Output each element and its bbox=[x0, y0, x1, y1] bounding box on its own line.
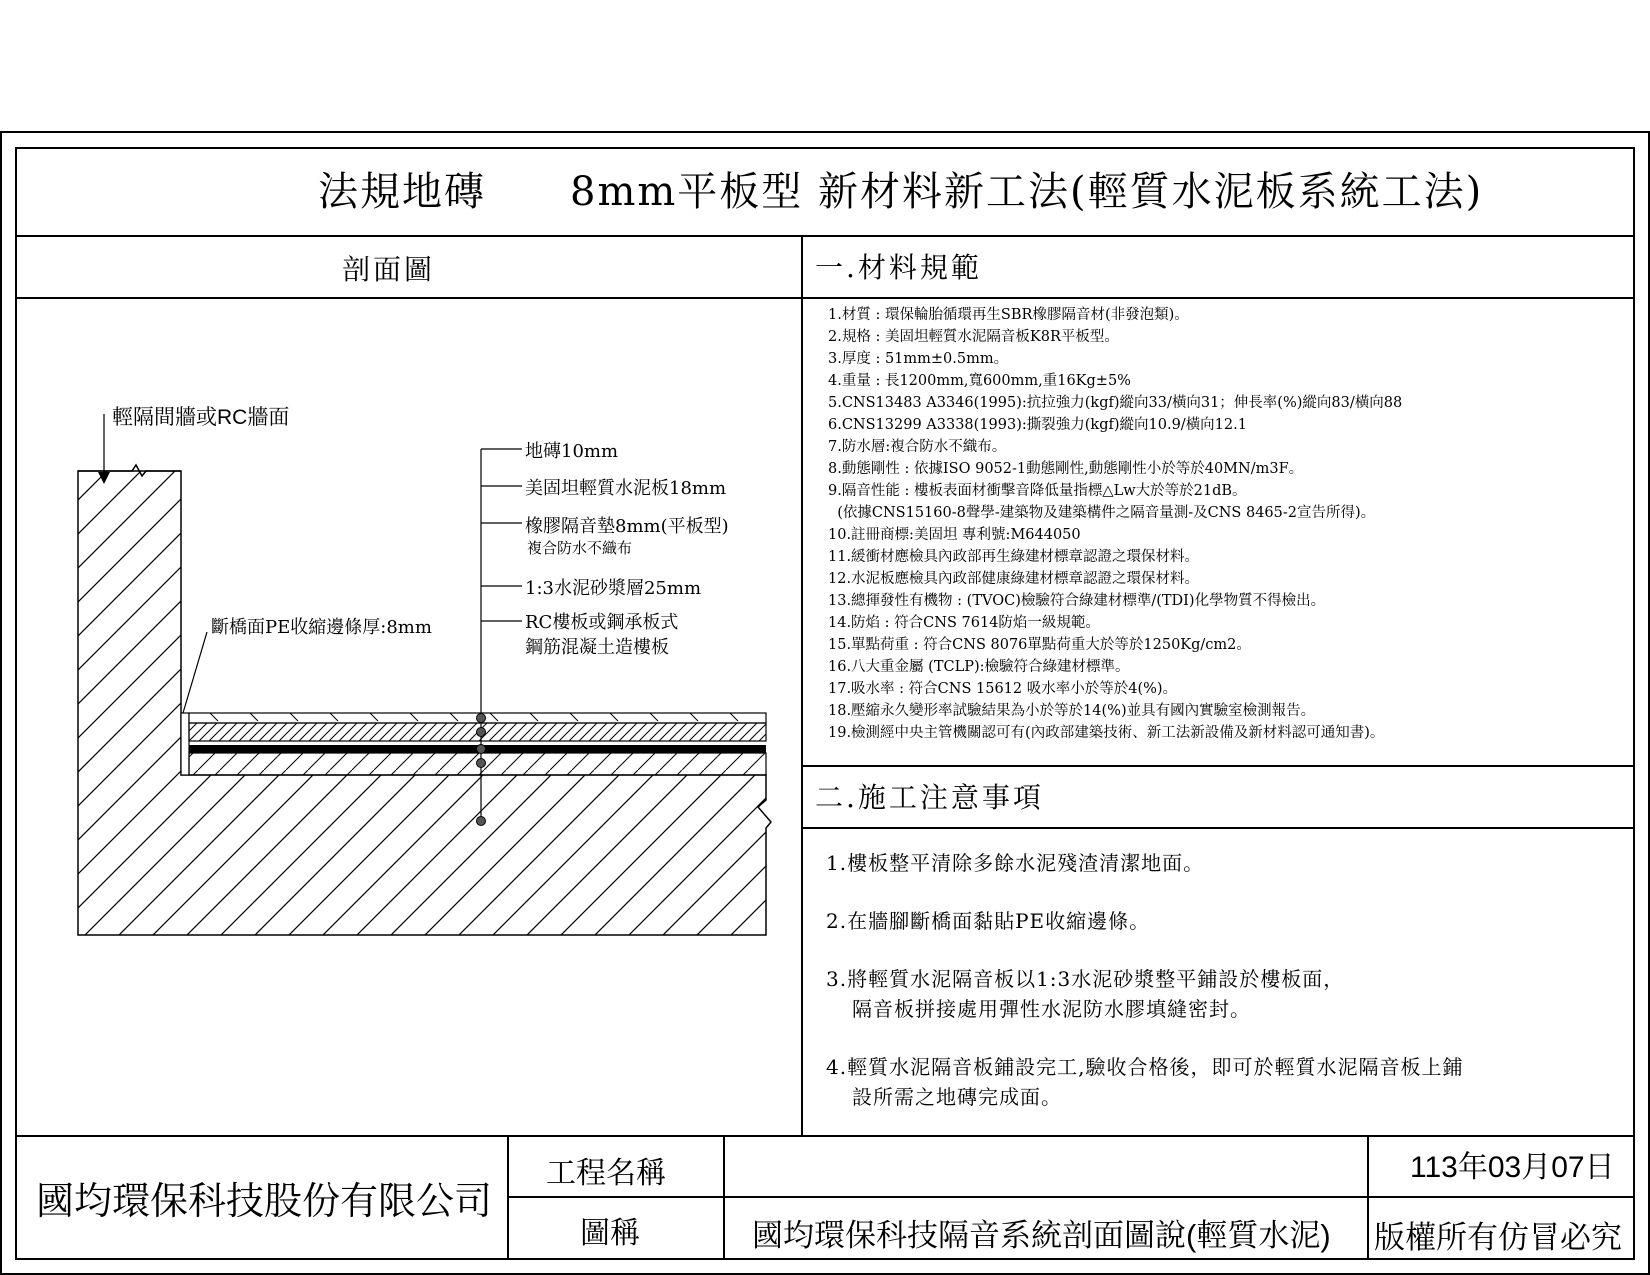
list-item bbox=[826, 906, 1463, 936]
list-item: 8.動態剛性 : 依據ISO 9052-1動態剛性,動態剛性小於等於40MN/m3F。 bbox=[828, 461, 1304, 477]
list-item: 5.CNS13483 A3346(1995):抗拉強力(kgf)縱向33/橫向31；伸長率(%)縱向83/橫向88 bbox=[828, 395, 1403, 411]
edge-strip-label: 斷橋面PE收縮邊條厚:8mm bbox=[211, 617, 432, 638]
list-item: 7.防水層:複合防水不織布。 bbox=[828, 439, 1007, 455]
list-item: 9.隔音性能 : 樓板表面材衝擊音降低量指標△Lw大於等於21dB。 bbox=[828, 483, 1247, 499]
list-item: 6.CNS13299 A3338(1993):撕裂強力(kgf)縱向10.9/橫向12.1 bbox=[828, 417, 1247, 433]
layer-label-slab: RC樓板或鋼承板式 bbox=[525, 612, 679, 633]
list-item: 2.規格 : 美固坦輕質水泥隔音板K8R平板型。 bbox=[828, 329, 1119, 345]
company-name: 國均環保科技股份有限公司 bbox=[36, 1181, 493, 1223]
list-item: 4.重量 : 長1200mm,寬600mm,重16Kg±5% bbox=[828, 373, 1131, 389]
note-line-continued: 設所需之地磚完成面。 bbox=[852, 1085, 1062, 1109]
list-item: 16.八大重金屬 (TCLP):檢驗符合綠建材標準。 bbox=[828, 659, 1130, 675]
date-text: 113年03月07日 bbox=[1410, 1151, 1615, 1184]
wall-label: 輕隔間牆或RC牆面 bbox=[112, 406, 290, 429]
note-line: 3.將輕質水泥隔音板以1:3水泥砂漿整平鋪設於樓板面， bbox=[826, 967, 1345, 991]
materials-heading: 一.材料規範 bbox=[815, 251, 982, 284]
list-item: 10.註冊商標:美固坦 專利號:M644050 bbox=[828, 527, 1081, 543]
list-item: 12.水泥板應檢具內政部健康綠建材標章認證之環保材料。 bbox=[828, 571, 1200, 587]
list-item: 11.緩衝材應檢具內政部再生綠建材標章認證之環保材料。 bbox=[828, 549, 1200, 565]
layer-label-cement-board: 美固坦輕質水泥板18mm bbox=[525, 478, 727, 499]
list-item: 15.單點荷重 : 符合CNS 8076單點荷重大於等於1250Kg/cm2。 bbox=[828, 637, 1251, 653]
layer-leader-branches bbox=[481, 449, 522, 621]
edge-strip-leader bbox=[183, 632, 207, 713]
note-line: 1.樓板整平清除多餘水泥殘渣清潔地面。 bbox=[826, 851, 1205, 875]
layer-label-tile: 地磚10mm bbox=[525, 441, 619, 462]
drawing-value: 國均環保科技隔音系統剖面圖說(輕質水泥) bbox=[752, 1218, 1331, 1253]
list-item bbox=[826, 1052, 1463, 1112]
pe-edge-strip bbox=[181, 713, 189, 775]
list-item: 1.材質 : 環保輪胎循環再生SBR橡膠隔音材(非發泡類)。 bbox=[828, 307, 1189, 323]
layer-sublabel-rubber-mat: 複合防水不織布 bbox=[527, 539, 633, 557]
page-title: 法規地磚 8mm平板型 新材料新工法(輕質水泥板系統工法) bbox=[318, 169, 1484, 215]
list-item: 3.厚度 : 51mm±0.5mm。 bbox=[828, 351, 1009, 367]
construction-heading: 二.施工注意事項 bbox=[815, 781, 1044, 814]
layer-label-mortar: 1:3水泥砂漿層25mm bbox=[525, 578, 702, 599]
materials-list bbox=[828, 304, 1402, 744]
list-item bbox=[826, 848, 1463, 878]
copyright-text: 版權所有仿冒必究 bbox=[1374, 1220, 1622, 1255]
rc-wall-slab bbox=[78, 471, 771, 935]
layer-sublabel-slab: 鋼筋混凝土造樓板 bbox=[525, 637, 669, 658]
list-item: 18.壓縮永久變形率試驗結果為小於等於14(%)並具有國內實驗室檢測報告。 bbox=[828, 703, 1316, 719]
note-line: 2.在牆腳斷橋面黏貼PE收縮邊條。 bbox=[826, 909, 1151, 933]
note-line: 4.輕質水泥隔音板鋪設完工,驗收合格後，即可於輕質水泥隔音板上鋪 bbox=[826, 1055, 1464, 1079]
list-item: 13.總揮發性有機物 : (TVOC)檢驗符合綠建材標準/(TDI)化學物質不得檢出。 bbox=[828, 593, 1326, 609]
list-item: (依據CNS15160-8聲學-建築物及建築構件之隔音量測-及CNS 8465-2宣告所得)。 bbox=[828, 505, 1376, 521]
list-item: 14.防焰 : 符合CNS 7614防焰一級規範。 bbox=[828, 615, 1100, 631]
note-line-continued: 隔音板拼接處用彈性水泥防水膠填縫密封。 bbox=[852, 997, 1251, 1021]
list-item bbox=[826, 964, 1463, 1024]
project-label: 工程名稱 bbox=[546, 1157, 666, 1190]
layer-label-rubber-mat: 橡膠隔音墊8mm(平板型) bbox=[525, 516, 729, 537]
list-item: 17.吸水率 : 符合CNS 15612 吸水率小於等於4(%)。 bbox=[828, 681, 1178, 697]
drawing-label: 圖稱 bbox=[580, 1217, 640, 1250]
list-item: 19.檢測經中央主管機關認可有(內政部建築技術、新工法新設備及新材料認可通知書)。 bbox=[828, 725, 1385, 741]
section-heading: 剖面圖 bbox=[342, 253, 436, 286]
construction-list bbox=[826, 848, 1463, 1140]
